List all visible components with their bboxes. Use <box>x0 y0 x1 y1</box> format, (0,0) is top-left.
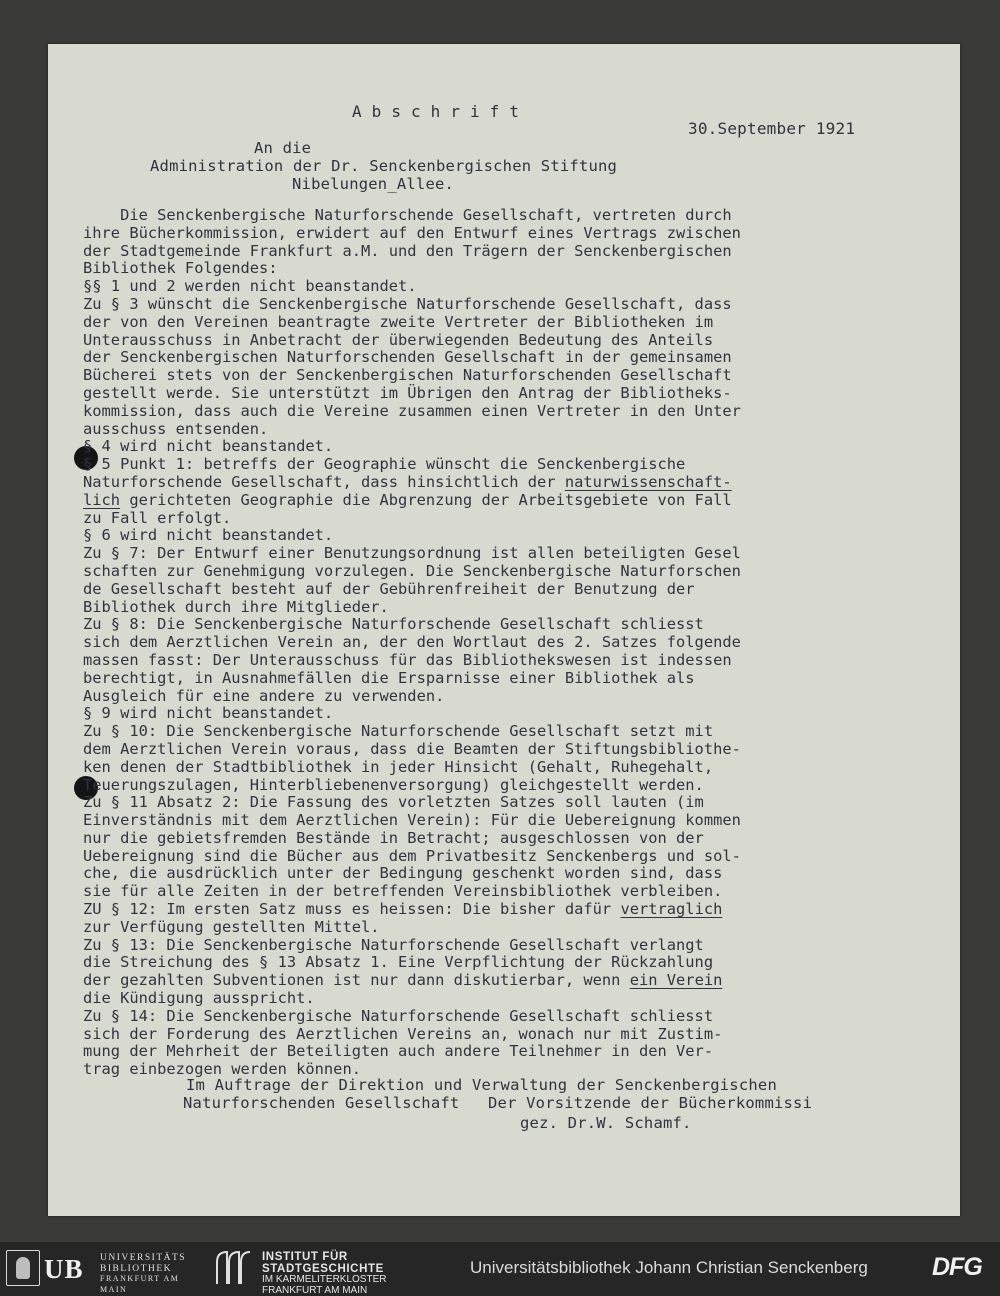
body-line: lich gerichteten Geographie die Abgrenzung der Arbeitsgebiete von Fall <box>83 492 958 510</box>
ub-logo[interactable] <box>6 1250 202 1286</box>
body-line: zu Fall erfolgt. <box>83 510 958 528</box>
body-line: § 5 Punkt 1: betreffs der Geographie wünscht die Senckenbergische <box>83 456 958 474</box>
body-line: Zu § 14: Die Senckenbergische Naturforschende Gesellschaft schliesst <box>83 1008 958 1026</box>
body-line: Einverständnis mit dem Aerztlichen Verein): Für die Uebereignung kommen <box>83 812 958 830</box>
underlined-word: lich <box>83 491 120 509</box>
body-line: dem Aerztlichen Verein voraus, dass die Beamten der Stiftungsbibliothe- <box>83 741 958 759</box>
ub-logo-line: FRANKFURT AM MAIN <box>100 1274 202 1295</box>
body-line: zur Verfügung gestellten Mittel. <box>83 919 958 937</box>
body-line: kommission, dass auch die Vereine zusammen einen Vertreter in den Unter <box>83 403 958 421</box>
institute-line: STADTGESCHICHTE <box>262 1263 384 1275</box>
body-line: Zu § 10: Die Senckenbergische Naturforschende Gesellschaft setzt mit <box>83 723 958 741</box>
body-line: ausschuss entsenden. <box>83 421 958 439</box>
body-line: Die Senckenbergische Naturforschende Gesellschaft, vertreten durch <box>83 207 958 225</box>
body-line: gestellt werde. Sie unterstützt im Übrigen den Antrag der Bibliotheks- <box>83 385 958 403</box>
body-line: ZU § 12: Im ersten Satz muss es heissen: Die bisher dafür vertraglich <box>83 901 958 919</box>
body-line: che, die ausdrücklich unter der Bedingung geschenkt worden sind, dass <box>83 865 958 883</box>
body-line: Zu § 13: Die Senckenbergische Naturforschende Gesellschaft verlangt <box>83 937 958 955</box>
body-line: Zu § 3 wünscht die Senckenbergische Naturforschende Gesellschaft, dass <box>83 296 958 314</box>
body-line: nur die gebietsfremden Bestände in Betracht; ausgeschlossen von der <box>83 830 958 848</box>
ub-logo-line: BIBLIOTHEK <box>100 1264 202 1275</box>
body-line: § 6 wird nicht beanstandet. <box>83 527 958 545</box>
body-line: der Stadtgemeinde Frankfurt a.M. und den Trägern der Senckenbergischen <box>83 243 958 261</box>
footer-bar <box>0 1242 1000 1294</box>
body-line: der gezahlten Subventionen ist nur dann diskutierbar, wenn ein Verein <box>83 972 958 990</box>
body-line: §§ 1 und 2 werden nicht beanstandet. <box>83 278 958 296</box>
body-line: Naturforschende Gesellschaft, dass hinsichtlich der naturwissenschaft- <box>83 474 958 492</box>
body-line: sich dem Aerztlichen Verein an, der den Wortlaut des 2. Satzes folgende <box>83 634 958 652</box>
body-line: Zu § 11 Absatz 2: Die Fassung des vorletzten Satzes soll lauten (im <box>83 794 958 812</box>
body-line: ken denen der Stadtbibliothek in jeder Hinsicht (Gehalt, Ruhegehalt, <box>83 759 958 777</box>
address-line: An die <box>254 139 311 157</box>
institute-line: FRANKFURT AM MAIN <box>262 1286 386 1296</box>
body-line: der Senckenbergischen Naturforschenden Gesellschaft in der gemeinsamen <box>83 349 958 367</box>
body-line: die Kündigung ausspricht. <box>83 990 958 1008</box>
body-line: § 4 wird nicht beanstandet. <box>83 438 958 456</box>
ub-logo-text <box>100 1253 202 1295</box>
body-line: de Gesellschaft besteht auf der Gebührenfreiheit der Benutzung der <box>83 581 958 599</box>
underlined-word: ein Verein <box>630 971 723 989</box>
institute-logo[interactable] <box>214 1250 404 1286</box>
signature-line: gez. Dr.W. Schamf. <box>520 1114 692 1132</box>
body-line: Bibliothek durch ihre Mitglieder. <box>83 599 958 617</box>
body-line: Uebereignung sind die Bücher aus dem Privatbesitz Senckenbergs und sol- <box>83 848 958 866</box>
body-line: Zu § 7: Der Entwurf einer Benutzungsordnung ist allen beteiligten Gesel <box>83 545 958 563</box>
body-line: berechtigt, in Ausnahmefällen die Ersparnisse einer Bibliothek als <box>83 670 958 688</box>
body-line: sie für alle Zeiten in der betreffenden Vereinsbibliothek verbleiben. <box>83 883 958 901</box>
body-line: Zu § 8: Die Senckenbergische Naturforschende Gesellschaft schliesst <box>83 616 958 634</box>
portrait-seal-icon <box>6 1250 40 1286</box>
body-line: § 9 wird nicht beanstandet. <box>83 705 958 723</box>
address-line: Administration der Dr. Senckenbergischen Stiftung <box>150 157 617 175</box>
dfg-logo[interactable]: DFG <box>932 1253 982 1282</box>
body-line: Bücherei stets von der Senckenbergischen Naturforschenden Gesellschaft <box>83 367 958 385</box>
body-line: Ausgleich für eine andere zu verwenden. <box>83 688 958 706</box>
address-line: Nibelungen_Allee. <box>292 175 454 193</box>
body-line: sich der Forderung des Aerztlichen Vereins an, wonach nur mit Zustim- <box>83 1026 958 1044</box>
underlined-word: naturwissenschaft- <box>565 473 732 491</box>
body-line: Unterausschuss in Anbetracht der überwiegenden Bedeutung des Anteils <box>83 332 958 350</box>
ub-logo-letters: UB <box>44 1254 84 1285</box>
closing-line: Naturforschenden Gesellschaft Der Vorsitzende der Bücherkommissi <box>183 1094 812 1112</box>
body-line: massen fasst: Der Unterausschuss für das Bibliothekswesen ist indessen <box>83 652 958 670</box>
body-line: trag einbezogen werden können. <box>83 1061 958 1079</box>
body-line: mung der Mehrheit der Beteiligten auch andere Teilnehmer in den Ver- <box>83 1043 958 1061</box>
body-line: der von den Vereinen beantragte zweite Vertreter der Bibliotheken im <box>83 314 958 332</box>
institute-line: IM KARMELITERKLOSTER <box>262 1275 386 1286</box>
letter-date: 30.September 1921 <box>688 119 855 138</box>
body-line: schaften zur Genehmigung vorzulegen. Die Senckenbergische Naturforschen <box>83 563 958 581</box>
letter-body <box>83 207 958 1079</box>
document-heading: A b s c h r i f t <box>352 102 519 121</box>
closing-line: Im Auftrage der Direktion und Verwaltung der Senckenbergischen <box>186 1076 777 1094</box>
underlined-word: vertraglich <box>620 900 722 918</box>
ub-logo-line: UNIVERSITÄTS <box>100 1253 202 1264</box>
library-name[interactable]: Universitätsbibliothek Johann Christian Senckenberg <box>470 1258 868 1278</box>
body-line: die Streichung des § 13 Absatz 1. Eine Verpflichtung der Rückzahlung <box>83 954 958 972</box>
building-arch-icon <box>214 1250 252 1286</box>
body-line: ihre Bücherkommission, erwidert auf den Entwurf eines Vertrags zwischen <box>83 225 958 243</box>
institute-line: INSTITUT FÜR <box>262 1251 348 1263</box>
institute-logo-text <box>262 1252 386 1296</box>
body-line: Bibliothek Folgendes: <box>83 260 958 278</box>
body-line: Teuerungszulagen, Hinterbliebenenversorgung) gleichgestellt werden. <box>83 777 958 795</box>
